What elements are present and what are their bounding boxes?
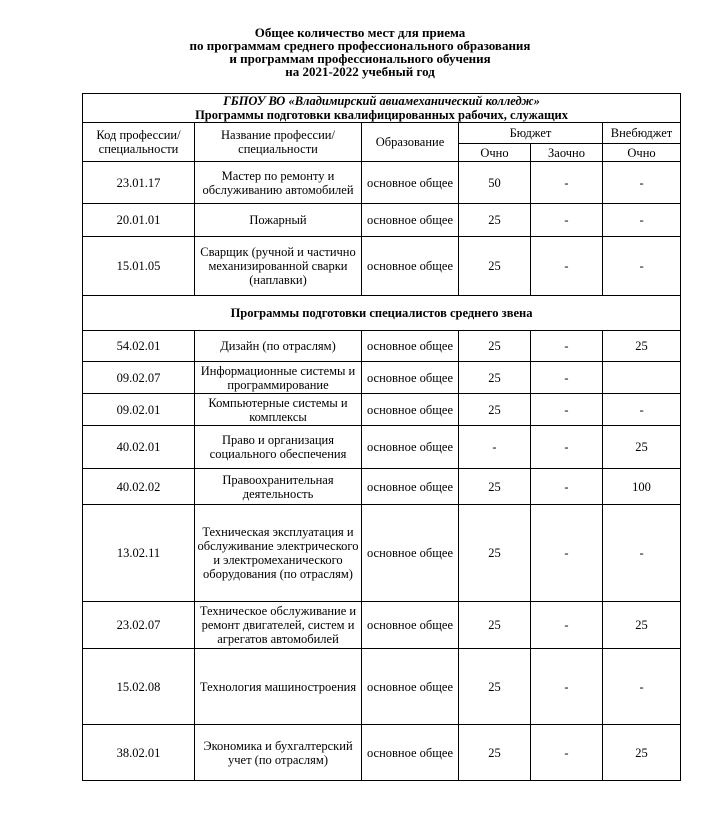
admission-table xyxy=(82,93,681,781)
header-extrabudget-fulltime: Очно xyxy=(603,144,681,162)
education-cell: основное общее xyxy=(362,204,459,237)
title-line: Общее количество мест для приема xyxy=(254,25,466,40)
education-cell: основное общее xyxy=(362,725,459,781)
budget-fulltime-cell: 25 xyxy=(459,649,531,725)
education-cell: основное общее xyxy=(362,237,459,296)
name-cell: Техническое обслуживание и ремонт двигателей, систем и агрегатов автомобилей xyxy=(195,602,362,649)
extrabudget-cell: 100 xyxy=(603,469,681,505)
code-cell: 09.02.01 xyxy=(83,394,195,426)
college-row xyxy=(83,94,681,109)
code-cell: 23.02.07 xyxy=(83,602,195,649)
title-line: на 2021-2022 учебный год xyxy=(285,64,435,79)
education-cell: основное общее xyxy=(362,602,459,649)
budget-parttime-cell: - xyxy=(531,162,603,204)
budget-parttime-cell: - xyxy=(531,426,603,469)
header-budget-fulltime: Очно xyxy=(459,144,531,162)
budget-fulltime-cell: 50 xyxy=(459,162,531,204)
code-cell: 40.02.01 xyxy=(83,426,195,469)
extrabudget-cell xyxy=(603,362,681,394)
extrabudget-cell: 25 xyxy=(603,331,681,362)
name-cell: Правоохранительная деятельность xyxy=(195,469,362,505)
code-cell: 13.02.11 xyxy=(83,505,195,602)
table-row xyxy=(83,469,681,505)
education-cell: основное общее xyxy=(362,505,459,602)
table-row xyxy=(83,394,681,426)
extrabudget-cell: - xyxy=(603,237,681,296)
budget-parttime-cell: - xyxy=(531,362,603,394)
table-row xyxy=(83,162,681,204)
code-cell: 15.02.08 xyxy=(83,649,195,725)
budget-fulltime-cell: 25 xyxy=(459,204,531,237)
title-line: и программам профессионального обучения xyxy=(229,51,491,66)
education-cell: основное общее xyxy=(362,162,459,204)
name-cell: Технология машиностроения xyxy=(195,649,362,725)
budget-parttime-cell: - xyxy=(531,505,603,602)
name-cell: Право и организация социального обеспечения xyxy=(195,426,362,469)
section-title: Программы подготовки специалистов среднего звена xyxy=(83,296,681,331)
name-cell: Дизайн (по отраслям) xyxy=(195,331,362,362)
budget-parttime-cell: - xyxy=(531,204,603,237)
code-cell: 23.01.17 xyxy=(83,162,195,204)
budget-fulltime-cell: 25 xyxy=(459,725,531,781)
table-row xyxy=(83,426,681,469)
budget-parttime-cell: - xyxy=(531,394,603,426)
code-cell: 20.01.01 xyxy=(83,204,195,237)
budget-fulltime-cell: 25 xyxy=(459,602,531,649)
name-cell: Экономика и бухгалтерский учет (по отраслям) xyxy=(195,725,362,781)
table-row xyxy=(83,362,681,394)
section-title: Программы подготовки квалифицированных рабочих, служащих xyxy=(83,108,681,123)
extrabudget-cell: - xyxy=(603,505,681,602)
budget-parttime-cell: - xyxy=(531,725,603,781)
name-cell: Информационные системы и программирование xyxy=(195,362,362,394)
budget-parttime-cell: - xyxy=(531,649,603,725)
name-cell: Компьютерные системы и комплексы xyxy=(195,394,362,426)
table-row xyxy=(83,505,681,602)
extrabudget-cell: 25 xyxy=(603,602,681,649)
header-education: Образование xyxy=(362,123,459,162)
budget-fulltime-cell: - xyxy=(459,426,531,469)
budget-parttime-cell: - xyxy=(531,331,603,362)
budget-parttime-cell: - xyxy=(531,237,603,296)
section-row xyxy=(83,108,681,123)
education-cell: основное общее xyxy=(362,649,459,725)
header-row xyxy=(83,123,681,144)
education-cell: основное общее xyxy=(362,469,459,505)
budget-fulltime-cell: 25 xyxy=(459,331,531,362)
section-row xyxy=(83,296,681,331)
extrabudget-cell: - xyxy=(603,204,681,237)
extrabudget-cell: - xyxy=(603,162,681,204)
header-extrabudget: Внебюджет xyxy=(603,123,681,144)
budget-parttime-cell: - xyxy=(531,469,603,505)
header-budget: Бюджет xyxy=(459,123,603,144)
budget-fulltime-cell: 25 xyxy=(459,394,531,426)
code-cell: 54.02.01 xyxy=(83,331,195,362)
document-title xyxy=(0,26,720,78)
table-row xyxy=(83,725,681,781)
education-cell: основное общее xyxy=(362,394,459,426)
code-cell: 09.02.07 xyxy=(83,362,195,394)
extrabudget-cell: - xyxy=(603,649,681,725)
name-cell: Пожарный xyxy=(195,204,362,237)
extrabudget-cell: 25 xyxy=(603,725,681,781)
budget-parttime-cell: - xyxy=(531,602,603,649)
table-row xyxy=(83,204,681,237)
table-row xyxy=(83,237,681,296)
education-cell: основное общее xyxy=(362,362,459,394)
extrabudget-cell: - xyxy=(603,394,681,426)
name-cell: Сварщик (ручной и частично механизированной сварки (наплавки) xyxy=(195,237,362,296)
header-budget-parttime: Заочно xyxy=(531,144,603,162)
budget-fulltime-cell: 25 xyxy=(459,505,531,602)
table-row xyxy=(83,602,681,649)
college-name: ГБПОУ ВО «Владимирский авиамеханический колледж» xyxy=(83,94,681,109)
budget-fulltime-cell: 25 xyxy=(459,362,531,394)
budget-fulltime-cell: 25 xyxy=(459,469,531,505)
code-cell: 15.01.05 xyxy=(83,237,195,296)
title-line: по программам среднего профессионального образования xyxy=(189,38,531,53)
budget-fulltime-cell: 25 xyxy=(459,237,531,296)
name-cell: Техническая эксплуатация и обслуживание электрического и электромеханического оборудования (по отраслям) xyxy=(195,505,362,602)
code-cell: 38.02.01 xyxy=(83,725,195,781)
header-name: Название профессии/ специальности xyxy=(195,123,362,162)
name-cell: Мастер по ремонту и обслуживанию автомобилей xyxy=(195,162,362,204)
code-cell: 40.02.02 xyxy=(83,469,195,505)
education-cell: основное общее xyxy=(362,331,459,362)
extrabudget-cell: 25 xyxy=(603,426,681,469)
table-row xyxy=(83,331,681,362)
header-code: Код профессии/ специальности xyxy=(83,123,195,162)
table-row xyxy=(83,649,681,725)
education-cell: основное общее xyxy=(362,426,459,469)
